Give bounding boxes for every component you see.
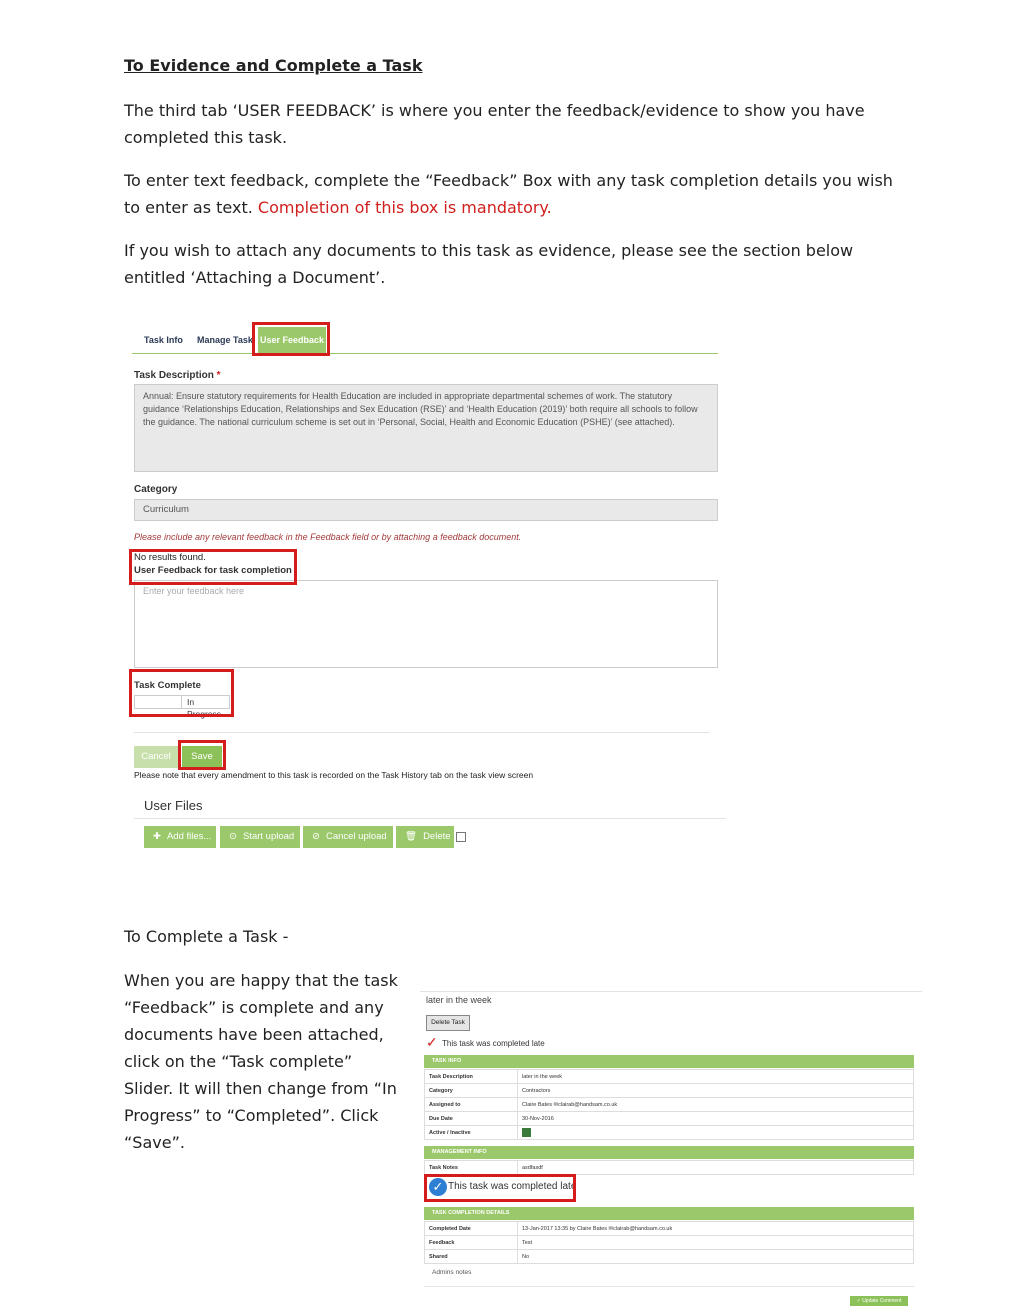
complete-heading: To Complete a Task -: [124, 927, 289, 946]
feedback-paragraph-text: To enter text feedback, complete the “Feedback” Box with any task completion details you wish to enter as text.: [124, 171, 893, 217]
table-row: [425, 1084, 914, 1098]
start-upload-button[interactable]: [220, 826, 300, 848]
active-status-swatch: [522, 1128, 531, 1137]
row-key: Assigned to: [425, 1098, 518, 1112]
task-description-field: Annual: Ensure statutory requirements for Health Education are included in appropriate departmental schemes of work. The statutory guidance ‘Relationships Education, Relationships and Sex Education (RSE)’ and ‘Health Education (2019)’ both require all schools to follow the guidance. The national curriculum scheme is set out in ‘Personal, Social, Health and Economic Education (PSHE)’ (see attached).: [134, 384, 718, 472]
start-upload-label: Start upload: [242, 831, 295, 842]
select-all-checkbox[interactable]: [456, 832, 466, 842]
table-row: [425, 1112, 914, 1126]
notes-divider: [424, 1286, 914, 1287]
row-key: Shared: [425, 1250, 518, 1264]
row-value: Claire Bates ✉clairab@handsam.co.uk: [518, 1098, 914, 1112]
highlight-task-complete: [129, 669, 234, 717]
user-files-divider: [134, 818, 726, 819]
table-row: [425, 1236, 914, 1250]
row-key: Task Notes: [425, 1161, 518, 1175]
feedback-input[interactable]: Enter your feedback here: [134, 580, 718, 668]
plus-icon: ✚: [153, 831, 161, 842]
red-check-icon: ✓: [426, 1034, 438, 1050]
category-field: Curriculum: [134, 499, 718, 521]
add-files-label: Add files...: [166, 831, 212, 842]
cancel-icon: ⊘: [312, 831, 320, 842]
mandatory-note: Completion of this box is mandatory.: [257, 198, 552, 217]
row-key: Task Description: [425, 1070, 518, 1084]
completed-late-text: This task was completed late: [448, 1181, 577, 1192]
table-row: [425, 1250, 914, 1264]
completion-table: [424, 1221, 914, 1264]
task-title-text: later in the week: [426, 995, 492, 1005]
task-view-screenshot: [420, 988, 924, 1310]
row-value: No: [518, 1250, 914, 1264]
management-table: [424, 1160, 914, 1175]
user-feedback-label: User Feedback for task completion: [134, 565, 292, 576]
admins-notes-label: Admins notes: [432, 1269, 472, 1276]
row-key: Completed Date: [425, 1222, 518, 1236]
table-row: [425, 1161, 914, 1175]
completion-details-header: TASK COMPLETION DETAILS: [424, 1207, 914, 1220]
table-row: [425, 1222, 914, 1236]
task-info-table: [424, 1069, 914, 1140]
save-button[interactable]: Save: [182, 746, 222, 768]
table-row: [425, 1098, 914, 1112]
delete-label: Delete: [423, 831, 451, 842]
cancel-upload-button[interactable]: [303, 826, 393, 848]
slider-state: In Progress: [187, 697, 222, 719]
add-files-button[interactable]: [144, 826, 216, 848]
row-value: 30-Nov-2016: [518, 1112, 914, 1126]
update-comment-button[interactable]: ✓ Update Comment: [850, 1296, 908, 1306]
cancel-button[interactable]: Cancel: [134, 746, 178, 768]
row-value: [518, 1126, 914, 1140]
delete-button[interactable]: [396, 826, 454, 848]
table-row: [425, 1126, 914, 1140]
highlight-save-button: [178, 740, 226, 770]
table-row: [425, 1070, 914, 1084]
attach-paragraph: If you wish to attach any documents to this task as evidence, please see the section below entitled ‘Attaching a Document’.: [124, 241, 854, 287]
highlight-user-feedback-tab: [252, 322, 330, 356]
delete-task-button[interactable]: Delete Task: [426, 1015, 470, 1031]
row-value: asdfasdf: [518, 1161, 914, 1175]
row-key: Active / Inactive: [425, 1126, 518, 1140]
form-divider: [134, 732, 710, 733]
task-description-label: [134, 370, 221, 381]
task-complete-label: Task Complete: [134, 680, 201, 691]
tab-user-feedback[interactable]: User Feedback: [258, 327, 326, 354]
task-info-header: TASK INFO: [424, 1055, 914, 1068]
row-value: later in the week: [518, 1070, 914, 1084]
row-key: Due Date: [425, 1112, 518, 1126]
user-files-title: User Files: [144, 798, 203, 813]
complete-instructions: When you are happy that the task “Feedback” is complete and any documents have been attached, click on the “Task complete” Slider. It will then change from “In Progress” to “Completed”. Click “Save”.: [124, 971, 398, 1152]
required-marker: *: [216, 370, 221, 381]
highlight-completed-late: [424, 1174, 576, 1202]
row-key: Feedback: [425, 1236, 518, 1250]
top-divider: [420, 991, 922, 992]
intro-paragraph: The third tab ‘USER FEEDBACK’ is where you enter the feedback/evidence to show you have completed this task.: [124, 101, 865, 147]
row-key: Category: [425, 1084, 518, 1098]
category-label: Category: [134, 484, 178, 495]
task-description-label-text: Task Description: [134, 370, 214, 381]
trash-icon: 🗑: [405, 831, 418, 842]
row-value: Test: [518, 1236, 914, 1250]
late-notice: This task was completed late: [442, 1039, 545, 1048]
blue-check-icon: ✓: [429, 1178, 447, 1196]
tab-underline: [132, 353, 718, 354]
tab-manage-task[interactable]: Manage Task: [197, 335, 253, 345]
row-value: 13-Jan-2017 13:35 by Claire Bates ✉clairab@handsam.co.uk: [518, 1222, 914, 1236]
no-results-text: No results found.: [134, 552, 206, 563]
feedback-hint: Please include any relevant feedback in the Feedback field or by attaching a feedback document.: [134, 532, 522, 542]
feedback-paragraph: [124, 167, 894, 221]
management-info-header: MANAGEMENT INFO: [424, 1146, 914, 1159]
tab-task-info[interactable]: Task Info: [144, 335, 183, 345]
page-heading: To Evidence and Complete a Task: [124, 56, 423, 75]
amendment-note: Please note that every amendment to this task is recorded on the Task History tab on the task view screen: [134, 770, 534, 780]
upload-icon: ⊙: [229, 831, 237, 842]
user-feedback-screenshot: [128, 318, 728, 858]
row-value: Contractors: [518, 1084, 914, 1098]
cancel-upload-label: Cancel upload: [325, 831, 387, 842]
highlight-feedback-label: [129, 549, 297, 585]
